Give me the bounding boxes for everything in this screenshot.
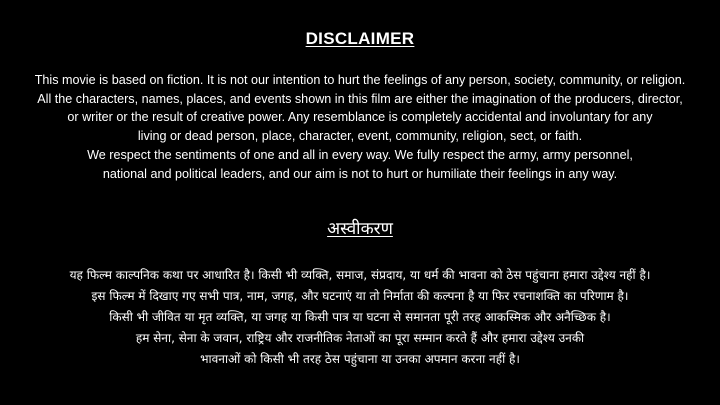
hindi-line: इस फिल्म में दिखाए गए सभी पात्र, नाम, जगह, और घटनाएं या तो निर्माता की कल्पना है या फिर रचनाशक्ति का परिणाम है।	[91, 289, 629, 303]
english-line: or writer or the result of creative power. Any resemblance is completely accidental and involuntary for any	[67, 110, 653, 125]
english-line: This movie is based on fiction. It is not our intention to hurt the feelings of any person, society, community, or religion.	[34, 73, 686, 87]
hindi-line: किसी भी जीवित या मृत व्यक्ति, या जगह या किसी पात्र या घटना से समानता पूरी तरह आकस्मिक और अनैच्छिक है।	[109, 310, 611, 324]
english-line: All the characters, names, places, and events shown in this film are either the imagination of the producers, director,	[37, 91, 683, 106]
hindi-line: हम सेना, सेना के जवान, राष्ट्रिय और राजनीतिक नेताओं का पूरा सम्मान करते हैं और हमारा उद्देश्य उनकी	[135, 331, 585, 345]
disclaimer-title-english: DISCLAIMER	[305, 29, 415, 48]
english-line: living or dead person, place, character, event, community, religion, sect, or faith.	[137, 129, 583, 144]
disclaimer-text-hindi	[0, 265, 720, 370]
hindi-line: भावनाओं को किसी भी तरह ठेस पहुंचाना या उनका अपमान करना नहीं है।	[200, 352, 520, 366]
english-line: We respect the sentiments of one and all in every way. We fully respect the army, army personnel,	[87, 147, 633, 162]
disclaimer-title-hindi: अस्वीकरण	[327, 219, 393, 239]
disclaimer-text-english	[0, 71, 720, 183]
english-line: national and political leaders, and our aim is not to hurt or humiliate their feelings in any way.	[102, 166, 618, 181]
hindi-line: यह फिल्म काल्पनिक कथा पर आधारित है। किसी भी व्यक्ति, समाज, संप्रदाय, या धर्म की भावना को ठेस पहुंचाना हमारा उद्देश्य नहीं है।	[69, 268, 651, 282]
